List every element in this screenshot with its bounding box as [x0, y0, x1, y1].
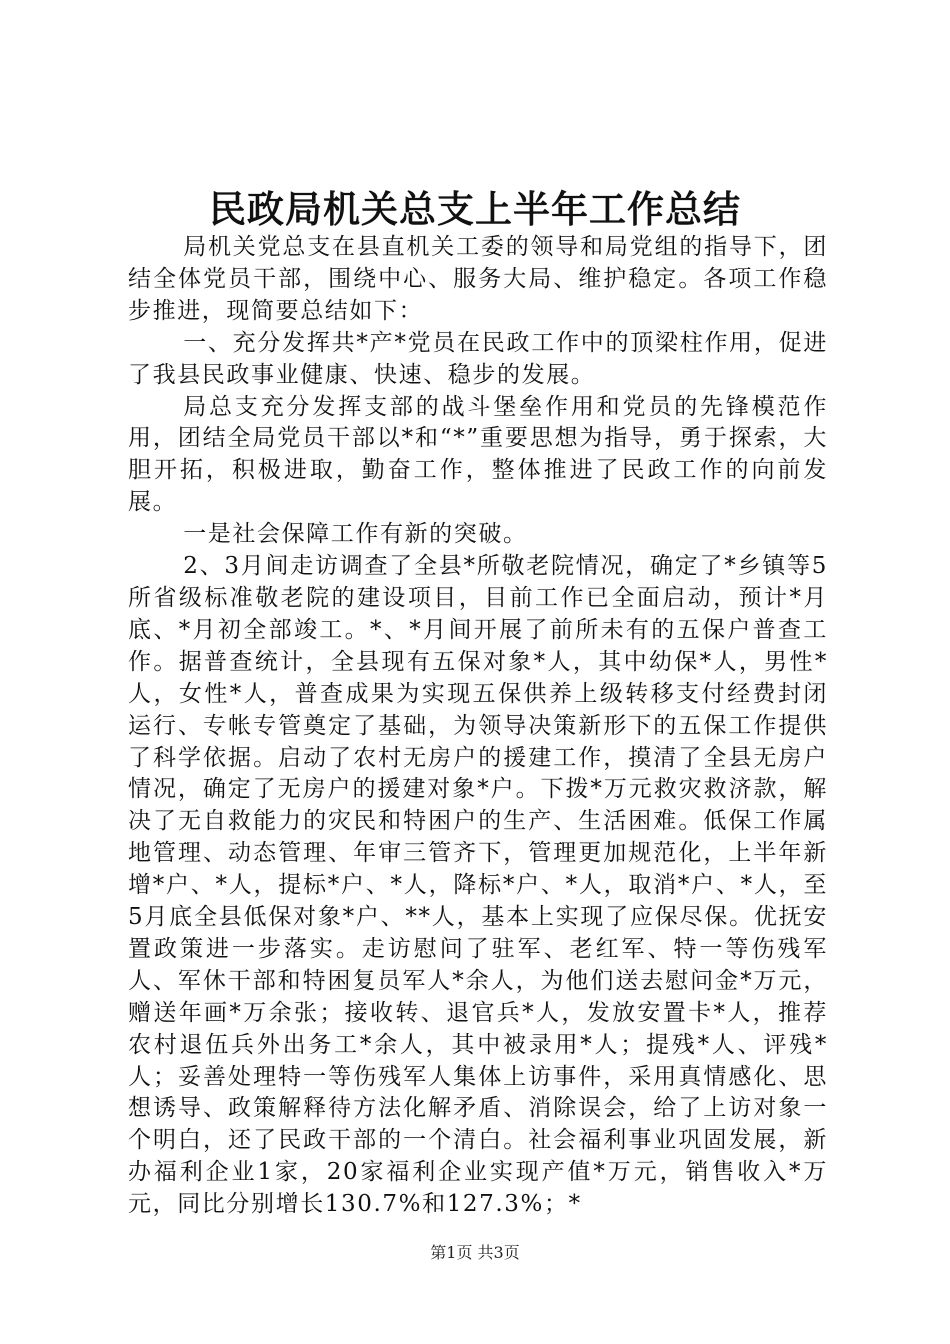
document-body — [128, 232, 828, 1221]
page-number-footer: 第1页 共3页 — [430, 1243, 520, 1262]
paragraph-section-one-body: 局总支充分发挥支部的战斗堡垒作用和党员的先锋模范作用，团结全局党员干部以*和“*”重要思想为指导，勇于探索，大胆开拓，积极进取，勤奋工作，整体推进了民政工作的向前发展。 — [128, 393, 828, 516]
paragraph-social-security-body: 2、3月间走访调查了全县*所敬老院情况，确定了*乡镇等5所省级标准敬老院的建设项目，目前工作已全面启动，预计*月底、*月初全部竣工。*、*月间开展了前所未有的五保户普查工作。据普查统计，全县现有五保对象*人，其中幼保*人，男性*人，女性*人，普查成果为实现五保供养上级转移支付经费封闭运行、专帐专管奠定了基础，为领导决策新形下的五保工作提供了科学依据。启动了农村无房户的援建工作，摸清了全县无房户情况，确定了无房户的援建对象*户。下拨*万元救灾救济款，解决了无自救能力的灾民和特困户的生产、生活困难。低保工作属地管理、动态管理、年审三管齐下，管理更加规范化，上半年新增*户、*人，提标*户、*人，降标*户、*人，取消*户、*人，至5月底全县低保对象*户、**人，基本上实现了应保尽保。优抚安置政策进一步落实。走访慰问了驻军、老红军、特一等伤残军人、军休干部和特困复员军人*余人，为他们送去慰问金*万元，赠送年画*万余张；接收转、退官兵*人，发放安置卡*人，推荐农村退伍兵外出务工*余人，其中被录用*人；提残*人、评残*人；妥善处理特一等伤残军人集体上访事件，采用真情感化、思想诱导、政策解释待方法化解矛盾、消除误会，给了上访对象一个明白，还了民政干部的一个清白。社会福利事业巩固发展，新办福利企业1家，20家福利企业实现产值*万元，销售收入*万元，同比分别增长130.7%和127.3%；* — [128, 553, 828, 1218]
paragraph-intro: 局机关党总支在县直机关工委的领导和局党组的指导下，团结全体党员干部，围绕中心、服务大局、维护稳定。各项工作稳步推进，现简要总结如下： — [128, 234, 828, 324]
paragraph-social-security-heading: 一是社会保障工作有新的突破。 — [183, 521, 528, 548]
document-title: 民政局机关总支上半年工作总结 — [209, 187, 741, 231]
paragraph-section-one-heading: 一、充分发挥共*产*党员在民政工作中的顶梁柱作用，促进了我县民政事业健康、快速、稳步的发展。 — [128, 329, 828, 388]
